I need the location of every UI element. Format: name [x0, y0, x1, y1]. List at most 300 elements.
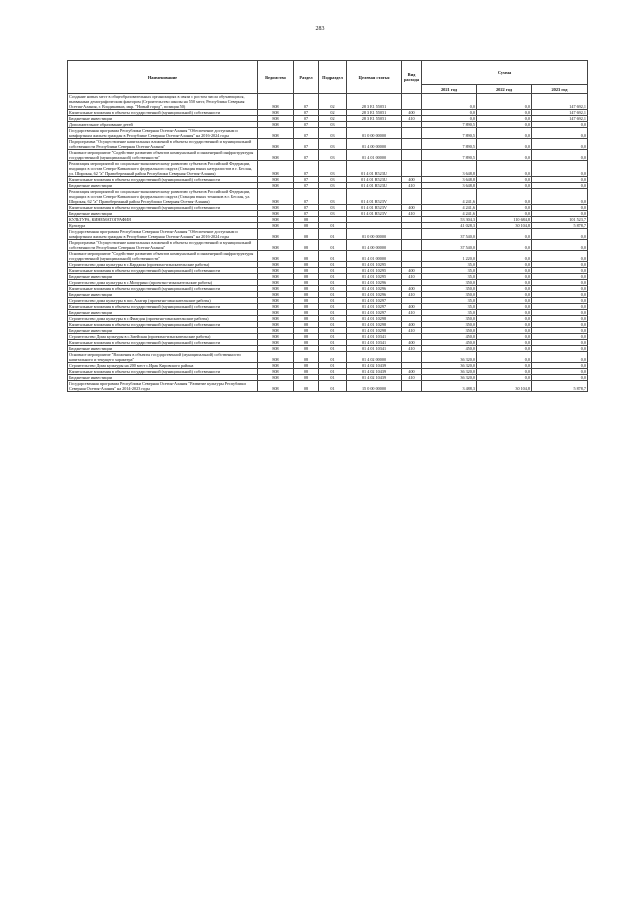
row-ved: 808: [258, 161, 294, 177]
row-podrazdel: 01: [319, 223, 347, 229]
row-ved: 808: [258, 375, 294, 381]
row-vid: 410: [402, 292, 422, 298]
row-csr: 01 4 02 00000: [347, 352, 402, 363]
row-2021: 4 241,6: [422, 189, 477, 205]
table-body: [68, 94, 588, 392]
row-podrazdel: 01: [319, 369, 347, 375]
row-2021: 35,0: [422, 310, 477, 316]
row-csr: 01 4 01 R523V: [347, 189, 402, 205]
table-row: [68, 150, 588, 161]
header-year-2022: 2022 год: [477, 85, 532, 94]
row-name: Основное мероприятие "Вложения в объекты государственной (муниципальной) собственности капитального и текущего характера": [68, 352, 258, 363]
budget-table: [67, 60, 588, 392]
row-2022: 0,0: [477, 292, 532, 298]
row-csr: 01 4 02 10439: [347, 375, 402, 381]
row-name: Реализация мероприятий по социально-экономическому развитию субъектов Российской Федерации, входящих в состав Северо-Кавказского федерального округа (Станция юных натуралистов в г. Беслан, ул. Широкая, 62 "а" Правобережный район Республики Северная Осетия-Алания): [68, 161, 258, 177]
row-2023: 0,0: [532, 334, 588, 340]
row-razdel: 08: [294, 346, 319, 352]
row-2023: 0,0: [532, 322, 588, 328]
row-2023: 0,0: [532, 298, 588, 304]
row-2023: 0,0: [532, 310, 588, 316]
row-ved: 808: [258, 298, 294, 304]
row-razdel: 08: [294, 381, 319, 392]
row-razdel: 08: [294, 280, 319, 286]
row-podrazdel: 02: [319, 110, 347, 116]
row-2022: 0,0: [477, 322, 532, 328]
row-podrazdel: 03: [319, 128, 347, 139]
row-razdel: 08: [294, 268, 319, 274]
row-ved: 808: [258, 240, 294, 251]
row-ved: 808: [258, 116, 294, 122]
row-2021: 7 890,5: [422, 128, 477, 139]
row-2021: 36 320,0: [422, 352, 477, 363]
row-name: Подпрограмма "Осуществление капитальных вложений в объекты государственной и муниципальной собственности Республики Северная Осетия-Алания": [68, 139, 258, 150]
row-podrazdel: 01: [319, 262, 347, 268]
row-ved: 808: [258, 334, 294, 340]
row-2021: 450,0: [422, 346, 477, 352]
row-csr: 01 4 01 10296: [347, 280, 402, 286]
row-name: Бюджетные инвестиции: [68, 310, 258, 316]
row-2022: 0,0: [477, 211, 532, 217]
row-csr: 01 4 01 R523U: [347, 161, 402, 177]
row-ved: 808: [258, 352, 294, 363]
row-vid: 400: [402, 369, 422, 375]
row-csr: 01 4 01 10341: [347, 346, 402, 352]
row-ved: 808: [258, 229, 294, 240]
row-podrazdel: 01: [319, 352, 347, 363]
row-2023: 0,0: [532, 369, 588, 375]
row-name: Строительство дома культуры в с.Карджин (проектно-изыскательские работы): [68, 262, 258, 268]
row-2022: 0,0: [477, 328, 532, 334]
row-2022: 0,0: [477, 274, 532, 280]
row-csr: 28 3 E1 55051: [347, 110, 402, 116]
table-row: [68, 189, 588, 205]
row-razdel: 07: [294, 122, 319, 128]
row-2021: 7 890,5: [422, 122, 477, 128]
row-vid: 410: [402, 375, 422, 381]
row-ved: 808: [258, 128, 294, 139]
header-sum: Сумма: [422, 61, 588, 85]
row-2023: 147 692,1: [532, 94, 588, 110]
row-razdel: 07: [294, 116, 319, 122]
row-name: КУЛЬТУРА, КИНЕМАТОГРАФИЯ: [68, 217, 258, 223]
row-csr: 01 4 01 10295: [347, 274, 402, 280]
row-2022: 0,0: [477, 262, 532, 268]
row-razdel: 08: [294, 286, 319, 292]
row-razdel: 08: [294, 217, 319, 223]
row-2021: 36 320,0: [422, 369, 477, 375]
row-2022: 0,0: [477, 94, 532, 110]
row-podrazdel: 01: [319, 229, 347, 240]
row-2023: 0,0: [532, 183, 588, 189]
row-2022: 0,0: [477, 363, 532, 369]
header-podrazdel: Подраздел: [319, 61, 347, 94]
row-ved: 808: [258, 363, 294, 369]
row-ved: 808: [258, 369, 294, 375]
row-2022: 0,0: [477, 298, 532, 304]
table-header: [68, 61, 588, 94]
row-2022: 0,0: [477, 161, 532, 177]
row-razdel: 07: [294, 161, 319, 177]
row-csr: 01 4 01 10298: [347, 322, 402, 328]
row-name: Бюджетные инвестиции: [68, 274, 258, 280]
row-vid: [402, 94, 422, 110]
row-2022: 110 684,8: [477, 217, 532, 223]
row-podrazdel: 01: [319, 316, 347, 322]
row-razdel: 08: [294, 352, 319, 363]
row-2021: 4 241,6: [422, 211, 477, 217]
row-podrazdel: 01: [319, 268, 347, 274]
row-name: Капитальные вложения в объекты государственной (муниципальной) собственности: [68, 340, 258, 346]
row-2021: 7 890,5: [422, 150, 477, 161]
table-row: [68, 128, 588, 139]
row-podrazdel: 03: [319, 122, 347, 128]
row-ved: 808: [258, 205, 294, 211]
row-name: Капитальные вложения в объекты государственной (муниципальной) собственности: [68, 304, 258, 310]
row-vid: [402, 128, 422, 139]
row-csr: 01 4 01 R523V: [347, 211, 402, 217]
row-name: Основное мероприятие "Содействие развитию объектов коммунальной и инженерной инфраструктуры государственной (муниципальной) собственности": [68, 150, 258, 161]
row-razdel: 07: [294, 189, 319, 205]
header-year-2023: 2023 год: [532, 85, 588, 94]
page-number: 283: [315, 26, 325, 32]
row-csr: 01 4 01 10298: [347, 328, 402, 334]
table-row: [68, 240, 588, 251]
row-podrazdel: 01: [319, 381, 347, 392]
row-name: Капитальные вложения в объекты государственной (муниципальной) собственности: [68, 322, 258, 328]
row-csr: 01 4 01 00000: [347, 251, 402, 262]
row-razdel: 08: [294, 304, 319, 310]
row-podrazdel: 03: [319, 183, 347, 189]
row-name: Бюджетные инвестиции: [68, 116, 258, 122]
row-ved: 808: [258, 328, 294, 334]
row-2021: 0,0: [422, 116, 477, 122]
row-name: Создание новых мест в общеобразовательных организациях в связи с ростом числа обучающихся, вызванным демографическим фактором (Строительство школы на 550 мест, Республика Северная Осетия-Алания, г. Владикавказ, мкр. "Новый город", позиция 50): [68, 94, 258, 110]
row-vid: 410: [402, 211, 422, 217]
row-2023: 5 878,7: [532, 223, 588, 229]
row-name: Бюджетные инвестиции: [68, 346, 258, 352]
row-razdel: 08: [294, 334, 319, 340]
row-2022: 0,0: [477, 205, 532, 211]
row-2021: 450,0: [422, 334, 477, 340]
row-2023: 0,0: [532, 328, 588, 334]
row-2022: 30 104,8: [477, 223, 532, 229]
row-2021: 3 648,8: [422, 183, 477, 189]
row-name: Бюджетные инвестиции: [68, 375, 258, 381]
row-2023: 0,0: [532, 274, 588, 280]
row-2021: 350,0: [422, 316, 477, 322]
row-2021: 41 028,3: [422, 223, 477, 229]
row-2022: 0,0: [477, 286, 532, 292]
row-csr: 01 4 01 R523U: [347, 183, 402, 189]
row-2023: 0,0: [532, 251, 588, 262]
row-vid: 400: [402, 110, 422, 116]
row-vid: 410: [402, 116, 422, 122]
row-2023: 0,0: [532, 262, 588, 268]
row-ved: 808: [258, 381, 294, 392]
row-2021: 3 488,3: [422, 381, 477, 392]
table-row: [68, 352, 588, 363]
row-2022: 0,0: [477, 128, 532, 139]
row-csr: 01 4 01 R523V: [347, 205, 402, 211]
row-2021: 350,0: [422, 292, 477, 298]
row-2022: 0,0: [477, 280, 532, 286]
row-podrazdel: 01: [319, 286, 347, 292]
row-razdel: 08: [294, 340, 319, 346]
row-2022: 0,0: [477, 122, 532, 128]
row-2023: 0,0: [532, 352, 588, 363]
row-name: Капитальные вложения в объекты государственной (муниципальной) собственности: [68, 268, 258, 274]
row-ved: 808: [258, 223, 294, 229]
row-razdel: 08: [294, 363, 319, 369]
row-2022: 0,0: [477, 150, 532, 161]
row-2023: 0,0: [532, 205, 588, 211]
row-razdel: 08: [294, 316, 319, 322]
row-podrazdel: 03: [319, 189, 347, 205]
row-csr: 01 4 00 00000: [347, 139, 402, 150]
row-name: Капитальные вложения в объекты государственной (муниципальной) собственности: [68, 286, 258, 292]
row-razdel: 08: [294, 240, 319, 251]
row-name: Подпрограмма "Осуществление капитальных вложений в объекты государственной и муниципальной собственности Республики Северная Осетия-Алания": [68, 240, 258, 251]
row-razdel: 08: [294, 292, 319, 298]
row-vid: 410: [402, 310, 422, 316]
row-razdel: 07: [294, 177, 319, 183]
header-name: Наименование: [68, 61, 258, 94]
row-2021: 350,0: [422, 280, 477, 286]
row-podrazdel: 01: [319, 310, 347, 316]
row-razdel: 07: [294, 94, 319, 110]
row-razdel: 08: [294, 310, 319, 316]
row-2021: 350,0: [422, 286, 477, 292]
row-2023: 0,0: [532, 161, 588, 177]
row-podrazdel: 02: [319, 116, 347, 122]
row-name: Государственная программа Республики Северная Осетия-Алания "Развитие культуры Республики Северная Осетия-Алания" на 2014-2023 годы: [68, 381, 258, 392]
row-2022: 0,0: [477, 116, 532, 122]
row-name: Реализация мероприятий по социально-экономическому развитию субъектов Российской Федерации, входящих в состав Северо-Кавказского федерального округа (Станция юных техников в г. Беслан, ул. Широкая, 62 "а" Правобережный район Республики Северная Осетия-Алания): [68, 189, 258, 205]
row-vid: [402, 352, 422, 363]
table-row: [68, 381, 588, 392]
row-name: Капитальные вложения в объекты государственной (муниципальной) собственности: [68, 205, 258, 211]
row-razdel: 08: [294, 262, 319, 268]
row-2023: 0,0: [532, 122, 588, 128]
row-podrazdel: 01: [319, 240, 347, 251]
row-2023: 147 692,1: [532, 116, 588, 122]
row-2022: 0,0: [477, 304, 532, 310]
header-csr: Целевая статья: [347, 61, 402, 94]
row-2022: 0,0: [477, 177, 532, 183]
row-2021: 3 648,8: [422, 177, 477, 183]
row-2021: 53 304,3: [422, 217, 477, 223]
row-2022: 0,0: [477, 189, 532, 205]
row-2021: 450,0: [422, 340, 477, 346]
row-podrazdel: 01: [319, 346, 347, 352]
row-vid: [402, 161, 422, 177]
row-ved: 808: [258, 177, 294, 183]
row-2022: 0,0: [477, 251, 532, 262]
row-ved: 808: [258, 211, 294, 217]
row-vid: 410: [402, 183, 422, 189]
row-podrazdel: 01: [319, 292, 347, 298]
row-name: Строительство Дома культуры в с.Змейская (проектно-изыскательские работы): [68, 334, 258, 340]
row-2021: 35,0: [422, 262, 477, 268]
row-2022: 0,0: [477, 316, 532, 322]
row-razdel: 07: [294, 128, 319, 139]
row-razdel: 08: [294, 328, 319, 334]
row-vid: [402, 251, 422, 262]
row-podrazdel: 03: [319, 211, 347, 217]
row-ved: 808: [258, 122, 294, 128]
row-podrazdel: 01: [319, 322, 347, 328]
row-name: Государственная программа Республики Северная Осетия-Алания "Обеспечение доступным и комфортным жильем граждан в Республике Северная Осетия-Алания" на 2016-2024 годы: [68, 229, 258, 240]
row-2021: 35,0: [422, 268, 477, 274]
table-row: [68, 94, 588, 110]
row-vid: 400: [402, 177, 422, 183]
row-name: Бюджетные инвестиции: [68, 328, 258, 334]
row-2022: 0,0: [477, 310, 532, 316]
row-2021: 35,0: [422, 274, 477, 280]
row-podrazdel: 03: [319, 139, 347, 150]
row-2023: 0,0: [532, 346, 588, 352]
row-2021: 3 648,8: [422, 161, 477, 177]
row-vid: 400: [402, 304, 422, 310]
row-2022: 0,0: [477, 369, 532, 375]
row-razdel: 07: [294, 139, 319, 150]
row-2023: 101 523,7: [532, 217, 588, 223]
row-vid: 400: [402, 268, 422, 274]
row-2023: 0,0: [532, 286, 588, 292]
row-vid: 400: [402, 286, 422, 292]
row-2023: 0,0: [532, 189, 588, 205]
row-ved: 808: [258, 251, 294, 262]
row-2022: 0,0: [477, 346, 532, 352]
row-ved: 808: [258, 274, 294, 280]
row-csr: 01 4 01 10298: [347, 316, 402, 322]
row-2023: 0,0: [532, 280, 588, 286]
row-vid: [402, 229, 422, 240]
row-podrazdel: 03: [319, 177, 347, 183]
row-ved: 808: [258, 94, 294, 110]
row-2021: 35,0: [422, 304, 477, 310]
row-razdel: 08: [294, 322, 319, 328]
row-2022: 0,0: [477, 340, 532, 346]
row-vid: [402, 189, 422, 205]
row-2021: 350,0: [422, 328, 477, 334]
row-name: Строительство дома культуры в с.Мичурино (проектно-изыскательские работы): [68, 280, 258, 286]
row-vid: 410: [402, 274, 422, 280]
row-2023: 0,0: [532, 292, 588, 298]
row-csr: 01 4 01 10297: [347, 304, 402, 310]
row-razdel: 07: [294, 110, 319, 116]
header-razdel: Раздел: [294, 61, 319, 94]
table-row: [68, 161, 588, 177]
row-ved: 808: [258, 316, 294, 322]
row-2022: 0,0: [477, 334, 532, 340]
row-csr: 28 3 E1 55051: [347, 116, 402, 122]
row-2022: 0,0: [477, 229, 532, 240]
row-name: Строительство дома культуры в с.Фиагдон (проектно-изыскательские работы): [68, 316, 258, 322]
row-2022: 0,0: [477, 240, 532, 251]
row-2023: 0,0: [532, 268, 588, 274]
row-2022: 0,0: [477, 110, 532, 116]
row-2021: 36 320,0: [422, 363, 477, 369]
row-ved: 808: [258, 189, 294, 205]
row-razdel: 08: [294, 274, 319, 280]
row-2021: 37 540,0: [422, 229, 477, 240]
row-ved: 808: [258, 268, 294, 274]
row-podrazdel: 01: [319, 251, 347, 262]
header-ved: Ведомство: [258, 61, 294, 94]
row-vid: 400: [402, 322, 422, 328]
row-razdel: 07: [294, 183, 319, 189]
row-csr: 28 3 E1 55051: [347, 94, 402, 110]
row-2023: 0,0: [532, 229, 588, 240]
row-2021: 37 540,0: [422, 240, 477, 251]
row-2021: 1 220,0: [422, 251, 477, 262]
row-ved: 808: [258, 322, 294, 328]
row-2021: 0,0: [422, 110, 477, 116]
row-razdel: 08: [294, 375, 319, 381]
row-2023: 0,0: [532, 150, 588, 161]
table-row: [68, 251, 588, 262]
header-vid: Вид расхода: [402, 61, 422, 94]
row-2022: 0,0: [477, 268, 532, 274]
row-podrazdel: 03: [319, 205, 347, 211]
row-razdel: 07: [294, 211, 319, 217]
row-2023: 0,0: [532, 128, 588, 139]
row-2021: 0,0: [422, 94, 477, 110]
row-2023: 0,0: [532, 340, 588, 346]
row-2022: 0,0: [477, 183, 532, 189]
row-vid: 410: [402, 328, 422, 334]
row-csr: 01 4 01 10296: [347, 286, 402, 292]
row-csr: 01 4 02 10439: [347, 363, 402, 369]
row-2023: 0,0: [532, 211, 588, 217]
row-2022: 0,0: [477, 352, 532, 363]
row-2021: 7 890,5: [422, 139, 477, 150]
header-year-2021: 2021 год: [422, 85, 477, 94]
row-razdel: 08: [294, 251, 319, 262]
row-csr: 01 4 01 10341: [347, 340, 402, 346]
row-csr: 01 4 01 10297: [347, 310, 402, 316]
row-ved: 808: [258, 310, 294, 316]
row-podrazdel: 01: [319, 274, 347, 280]
row-2022: 0,0: [477, 375, 532, 381]
row-2023: 0,0: [532, 316, 588, 322]
row-2023: 147 692,1: [532, 110, 588, 116]
row-name: Бюджетные инвестиции: [68, 292, 258, 298]
row-name: Капитальные вложения в объекты государственной (муниципальной) собственности: [68, 110, 258, 116]
row-podrazdel: 01: [319, 363, 347, 369]
row-2021: 4 241,6: [422, 205, 477, 211]
row-ved: 808: [258, 346, 294, 352]
row-vid: 410: [402, 346, 422, 352]
row-2023: 0,0: [532, 304, 588, 310]
row-2023: 0,0: [532, 363, 588, 369]
row-ved: 808: [258, 217, 294, 223]
row-ved: 808: [258, 139, 294, 150]
row-ved: 808: [258, 110, 294, 116]
row-name: Бюджетные инвестиции: [68, 183, 258, 189]
row-vid: [402, 240, 422, 251]
row-vid: 400: [402, 205, 422, 211]
row-podrazdel: 01: [319, 280, 347, 286]
row-vid: 400: [402, 340, 422, 346]
row-podrazdel: 03: [319, 150, 347, 161]
row-2021: 350,0: [422, 322, 477, 328]
row-csr: 01 0 00 00000: [347, 229, 402, 240]
row-razdel: 08: [294, 229, 319, 240]
row-csr: 01 4 00 00000: [347, 240, 402, 251]
